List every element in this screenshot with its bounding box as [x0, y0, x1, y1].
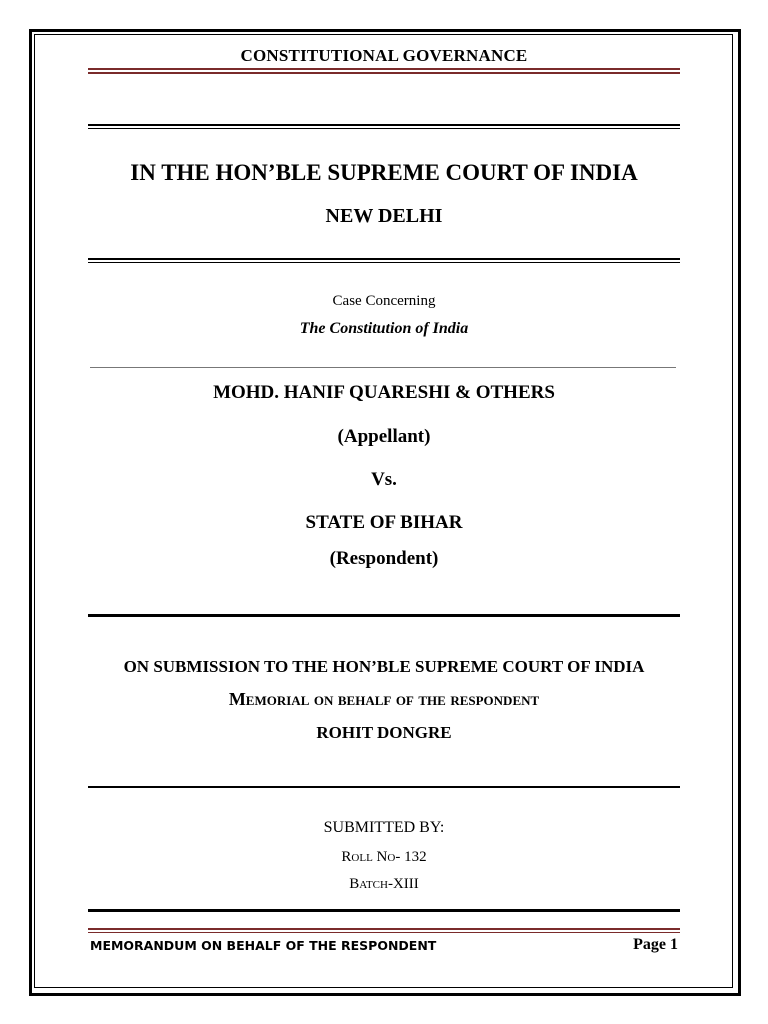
- case-concerning-label: Case Concerning: [332, 293, 436, 309]
- footer-title: MEMORANDUM ON BEHALF OF THE RESPONDENT: [90, 938, 437, 953]
- roll-number: Roll No- 132: [341, 849, 427, 865]
- submission-line-2: Memorial on behalf of the respondent: [228, 689, 540, 709]
- appellant-name: MOHD. HANIF QUARESHI & OTHERS: [213, 382, 555, 403]
- submission-rule: [88, 786, 680, 788]
- appellant-role: (Appellant): [337, 426, 431, 447]
- court-name: IN THE HON’BLE SUPREME COURT OF INDIA: [130, 160, 638, 185]
- footer-rule-black: [88, 909, 680, 912]
- submission-author: ROHIT DONGRE: [316, 723, 452, 742]
- footer-rule-accent-2: [88, 932, 680, 933]
- header-rule-top: [88, 68, 680, 70]
- court-city: NEW DELHI: [325, 205, 443, 227]
- submission-line-1: ON SUBMISSION TO THE HON’BLE SUPREME COURT OF INDIA: [123, 657, 645, 676]
- parties-rule: [88, 614, 680, 617]
- case-concerning-value: The Constitution of India: [299, 320, 469, 337]
- court-rule-top-1: [88, 124, 680, 126]
- submitted-by-label: SUBMITTED BY:: [323, 819, 445, 836]
- header-title: CONSTITUTIONAL GOVERNANCE: [240, 46, 528, 65]
- batch-number: Batch-XIII: [349, 876, 419, 892]
- court-rule-bottom-2: [88, 262, 680, 263]
- respondent-name: STATE OF BIHAR: [305, 512, 463, 533]
- respondent-role: (Respondent): [329, 548, 439, 569]
- versus-text: Vs.: [371, 469, 397, 490]
- header-rule-bottom: [88, 72, 680, 74]
- footer-rule-accent-1: [88, 928, 680, 930]
- case-divider: [90, 367, 676, 368]
- court-rule-top-2: [88, 128, 680, 129]
- page-number: Page 1: [633, 936, 678, 953]
- court-rule-bottom-1: [88, 258, 680, 260]
